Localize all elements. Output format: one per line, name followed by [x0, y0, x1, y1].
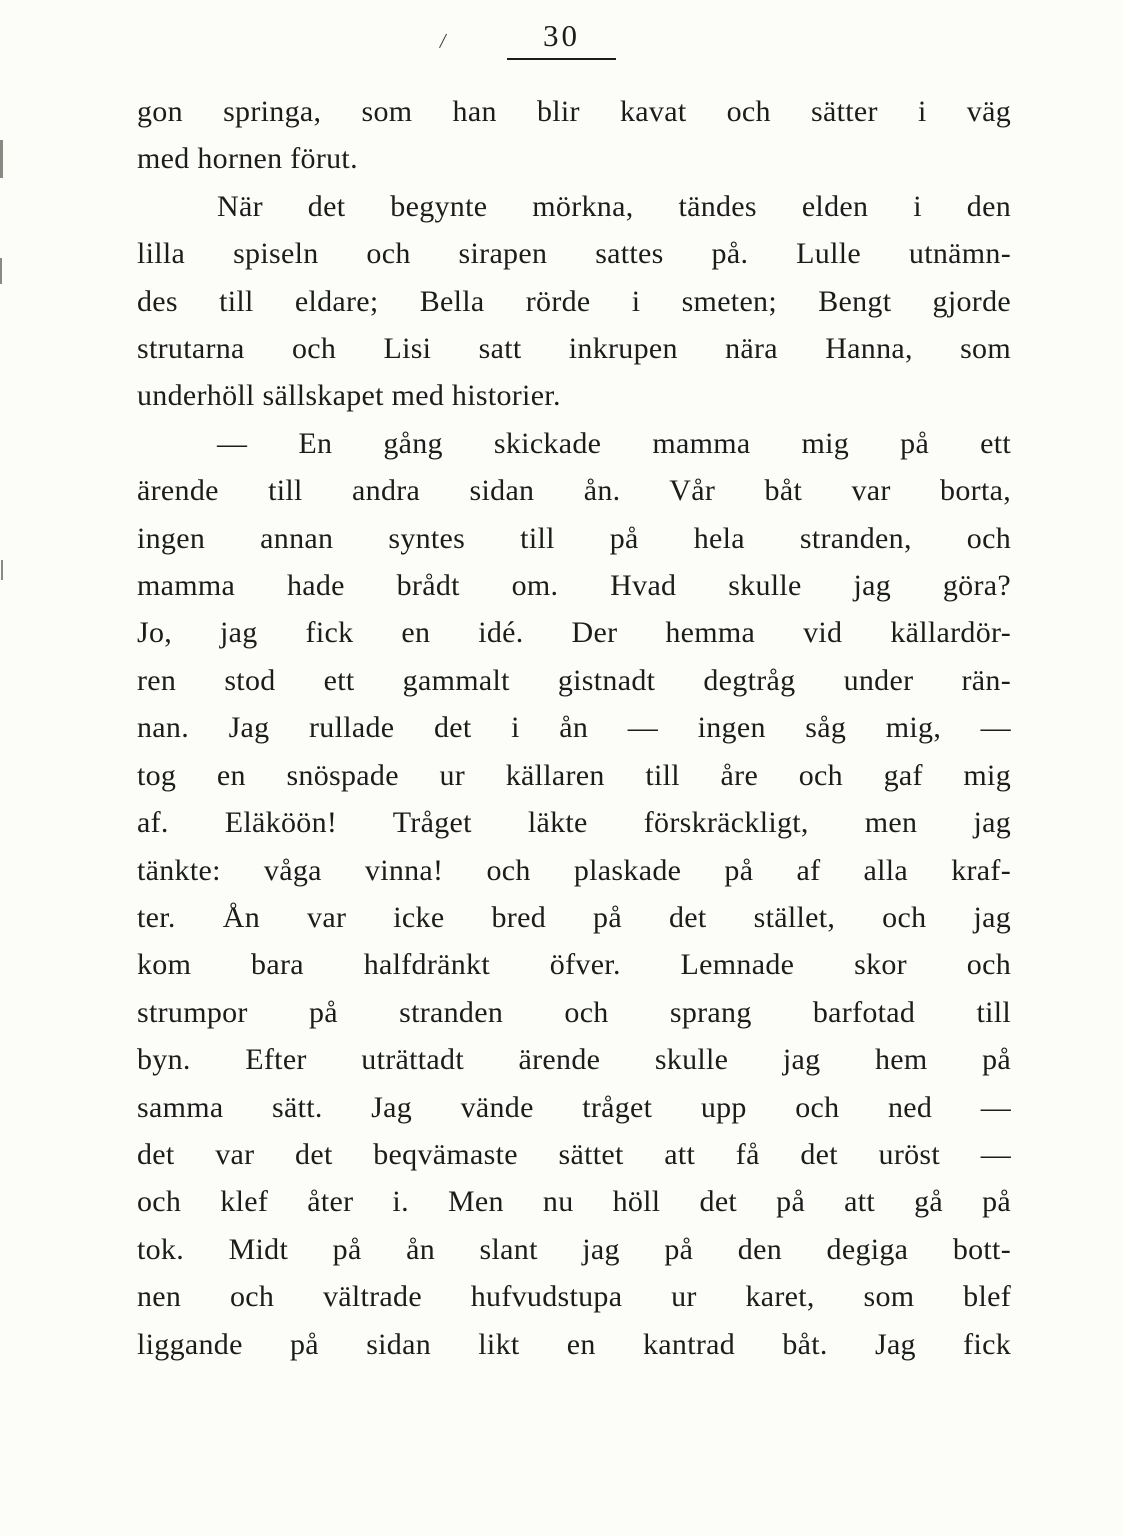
page-header [0, 18, 1123, 60]
text-line: samma sätt. Jag vände tråget upp och ned — [137, 1090, 1011, 1124]
text-line: strumpor på stranden och sprang barfotad till [137, 995, 1011, 1029]
text-line: tog en snöspade ur källaren till åre och gaf mig [137, 758, 1011, 792]
paragraph [137, 88, 1011, 183]
scan-artifact [0, 140, 3, 178]
text-line: byn. Efter uträttadt ärende skulle jag hem på [137, 1043, 1011, 1077]
scan-stray-mark: / [438, 27, 448, 54]
text-line: nan. Jag rullade det i ån — ingen såg mig, — [137, 711, 1011, 745]
text-line: tok. Midt på ån slant jag på den degiga bott- [137, 1232, 1011, 1266]
text-line: liggande på sidan likt en kantrad båt. Jag fick [137, 1327, 1011, 1361]
text-line: underhöll sällskapet med historier. [137, 379, 561, 413]
text-line: af. Eläköön! Tråget läkte förskräckligt, men jag [137, 806, 1011, 840]
text-line: det var det beqvämaste sättet att få det uröst — [137, 1137, 1011, 1171]
text-line: ren stod ett gammalt gistnadt degtråg under rän- [137, 663, 1011, 697]
text-line: des till eldare; Bella rörde i smeten; Bengt gjorde [137, 284, 1011, 318]
text-line: — En gång skickade mamma mig på ett [217, 426, 1011, 460]
text-line: gon springa, som han blir kavat och sätter i väg [137, 95, 1011, 128]
text-line: lilla spiseln och sirapen sattes på. Lulle utnämn- [137, 237, 1011, 271]
text-line: och klef åter i. Men nu höll det på att gå på [137, 1185, 1011, 1219]
text-line: mamma hade brådt om. Hvad skulle jag göra? [137, 569, 1011, 603]
text-line: kom bara halfdränkt öfver. Lemnade skor och [137, 948, 1011, 982]
text-line: nen och vältrade hufvudstupa ur karet, som blef [137, 1280, 1011, 1314]
text-line: När det begynte mörkna, tändes elden i den [217, 189, 1011, 223]
text-line: ter. Ån var icke bred på det stället, och jag [137, 900, 1011, 934]
paragraph [137, 183, 1011, 420]
page-number: 30 [507, 18, 616, 60]
text-line: tänkte: våga vinna! och plaskade på af alla kraf- [137, 853, 1011, 887]
paragraph [137, 420, 1011, 1368]
text-line: strutarna och Lisi satt inkrupen nära Hanna, som [137, 332, 1011, 366]
text-line: ingen annan syntes till på hela stranden, och [137, 521, 1011, 555]
page-text [137, 88, 1011, 1368]
text-line: ärende till andra sidan ån. Vår båt var borta, [137, 474, 1011, 508]
text-line: Jo, jag fick en idé. Der hemma vid källardör- [137, 616, 1011, 650]
scan-artifact [0, 258, 2, 284]
scan-artifact [1, 560, 3, 580]
text-line: med hornen förut. [137, 142, 358, 176]
